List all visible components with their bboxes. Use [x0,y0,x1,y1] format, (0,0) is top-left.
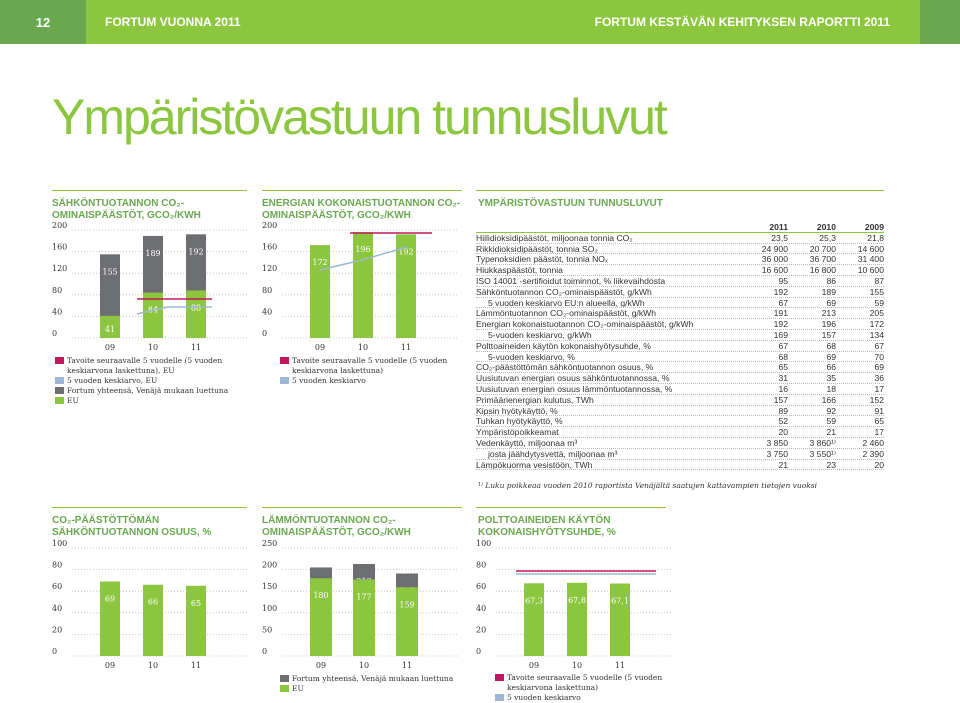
table-row [476,244,884,255]
table-row [476,460,884,471]
header-corner-block [920,0,960,44]
y-tick-label: 20 [476,625,487,635]
legend-swatch [55,397,64,404]
table-cell: 189 [821,286,836,297]
data-label: 84 [147,305,159,315]
table-cell: 95 [778,275,788,286]
header-left-text: FORTUM VUONNA 2011 [105,15,241,29]
table-cell: 65 [778,362,788,373]
legend-swatch [55,377,64,384]
y-tick-label: 0 [52,329,58,338]
table-row [476,276,884,287]
data-label: 177 [356,592,372,602]
chart2-legend [280,356,460,386]
table-cell: 20 [874,459,884,470]
table-cell: 67 [778,297,788,308]
bar [143,585,163,656]
chart1-legend [55,356,235,406]
chart3-rule [52,507,247,508]
x-tick-label: 10 [147,343,159,352]
legend-swatch [55,357,64,364]
table-cell: 21,8 [867,232,884,243]
table-cell: 69 [874,362,884,373]
data-label: 88 [190,303,202,313]
y-tick-label: 50 [262,625,273,635]
table-cell: 155 [869,286,884,297]
table-row-label: Energian kokonaistuotannon CO₂-ominaispäästöt, g/kWh [476,319,694,329]
table-row-label: Lämpökuorma vesistöön, TWh [476,459,593,470]
chart4-legend [280,674,460,694]
legend-item [495,673,665,693]
data-label: 192 [188,247,204,257]
table-row [476,362,884,373]
table-cell: 59 [874,297,884,308]
data-label: 67,8 [568,595,586,605]
y-tick-label: 250 [262,539,278,548]
table-row-label: Kipsin hyötykäyttö, % [476,405,558,416]
table-cell: 89 [778,405,788,416]
x-tick-label: 09 [528,661,540,670]
table-row [476,287,884,298]
table-cell: 152 [869,394,884,405]
table-cell: 68 [826,340,836,351]
y-tick-label: 100 [476,539,492,548]
data-label: 155 [102,267,118,277]
x-tick-label: 09 [104,343,116,352]
table-cell: 36 000 [761,254,788,265]
table-row [476,416,884,427]
x-tick-label: 09 [315,661,327,670]
chart1-rule [52,190,247,191]
y-tick-label: 80 [52,285,63,295]
table-cell: 3 860¹⁾ [809,437,836,448]
table-cell: 17 [874,427,884,438]
y-tick-label: 20 [52,625,63,635]
table-cell: 23,5 [771,232,788,243]
data-label: 159 [399,600,415,610]
x-tick-label: 10 [571,661,583,670]
bar [310,578,332,656]
y-tick-label: 120 [52,264,68,274]
table-row [476,298,884,309]
legend-swatch [495,694,504,701]
table-row [476,254,884,265]
table-row [476,395,884,406]
table-cell: 157 [773,394,788,405]
chart3-title: CO₂-PÄÄSTÖTTÖMÄN SÄHKÖNTUOTANNON OSUUS, % [52,515,212,538]
table-cell: 91 [874,405,884,416]
y-tick-label: 200 [262,560,278,570]
table-cell: 14 600 [857,243,884,254]
y-tick-label: 0 [476,647,482,656]
legend-swatch [280,377,289,384]
legend-label: 5 vuoden keskiarvo, EU [67,376,158,385]
x-tick-label: 11 [400,343,412,352]
table-row-label: Rikkidioksidipäästöt, tonnia SO₂ [476,243,598,254]
table-cell: 20 700 [809,243,836,254]
table-cell: 35 [826,373,836,384]
legend-label: 5 vuoden keskiarvo [507,693,581,702]
chart1-title: SÄHKÖNTUOTANNON CO₂-OMINAISPÄÄSTÖT, GCO₂/KWH [52,198,201,221]
table-row-label: Primäärienergian kulutus, TWh [476,394,594,405]
legend-swatch [495,674,504,681]
legend-item [55,376,235,386]
table-row [476,265,884,276]
table-cell: 16 [778,383,788,394]
legend-label: Tavoite seuraavalle 5 vuodelle (5 vuoden keskiarvona laskettuna) [507,673,663,692]
legend-item [55,396,235,406]
chart1-svg [52,222,252,357]
y-tick-label: 150 [262,582,278,592]
table-header-row [476,222,884,233]
table-row [476,427,884,438]
bar [396,587,418,656]
table-row-label: Sähköntuotannon CO₂-ominaispäästöt, g/kWh [476,286,652,297]
y-tick-label: 80 [52,560,63,570]
table-cell: 166 [821,394,836,405]
chart2-title: ENERGIAN KOKONAISTUOTANNON CO₂-OMINAISPÄÄSTÖT, GCO₂/KWH [262,198,461,221]
legend-item [55,356,235,376]
table-row-label: Hiukkaspäästöt, tonnia [476,265,563,275]
y-tick-label: 100 [52,539,68,548]
data-label: 192 [398,247,414,257]
table-cell: 2 460 [862,437,884,448]
legend-label: Tavoite seuraavalle 5 vuodelle (5 vuoden keskiarvona laskettuna) [292,356,448,375]
table-cell: 192 [773,286,788,297]
legend-label: Fortum yhteensä, Venäjä mukaan luettuna [292,674,454,683]
chart5-title: POLTTOAINEIDEN KÄYTÖN KOKONAISHYÖTYSUHDE, % [478,515,616,538]
table-header-2011: 2011 [769,222,788,232]
data-label: 172 [312,258,328,268]
bar [353,580,375,656]
y-tick-label: 160 [52,242,68,252]
x-tick-label: 11 [190,343,202,352]
table-row-label: Vedenkäyttö, miljoonaa m³ [476,437,578,448]
table-cell: 59 [826,416,836,427]
y-tick-label: 40 [262,307,273,317]
data-label: 196 [355,245,371,255]
table-row [476,352,884,363]
legend-swatch [55,387,64,394]
table-cell: 20 [778,427,788,438]
table-cell: 134 [869,329,884,340]
table-cell: 172 [869,319,884,330]
y-tick-label: 60 [476,582,487,592]
table-footnote: ¹⁾ Luku poikkeaa vuoden 2010 raportista Venäjältä saatujen kattavampien tietojen vuoksi [478,481,818,490]
table-row-label: Ympäristöpoikkeamat [476,427,559,437]
table-cell: 67 [874,340,884,351]
table-row-label: Tuhkan hyötykäyttö, % [476,416,563,427]
table-header-2010: 2010 [816,222,836,232]
table-row-label: josta jäähdytysvettä, miljoonaa m³ [488,448,618,459]
chart5-svg [476,540,676,675]
data-label: 67,3 [525,596,543,606]
table-row-label: 5-vuoden keskiarvo, g/kWh [488,329,592,340]
x-tick-label: 11 [190,661,202,670]
table-cell: 196 [821,319,836,330]
legend-item [280,356,460,376]
bar [524,583,544,656]
bar [610,584,630,656]
table-cell: 69 [826,297,836,308]
legend-item [280,674,460,684]
table-row-label: Hiilidioksidipäästöt, miljoonaa tonnia CO₂ [476,232,633,243]
legend-label: EU [292,684,304,693]
legend-label: 5 vuoden keskiarvo [292,376,366,385]
y-tick-label: 60 [52,582,63,592]
table-row [476,233,884,244]
bar [186,586,206,656]
chart4-title: LÄMMÖNTUOTANNON CO₂-OMINAISPÄÄSTÖT, GCO₂/KWH [262,515,411,538]
table-cell: 192 [773,319,788,330]
x-tick-label: 10 [358,661,370,670]
table-cell: 87 [874,275,884,286]
table-row-label: ISO 14001 -sertifioidut toiminnot, % liikevaihdosta [476,275,666,286]
table-cell: 21 [826,427,836,438]
table-header-label [476,222,740,232]
legend-label: Fortum yhteensä, Venäjä mukaan luettuna [67,386,229,395]
legend-item [495,693,665,703]
x-tick-label: 11 [401,661,413,670]
header-right-text: FORTUM KESTÄVÄN KEHITYKSEN RAPORTTI 2011 [594,15,890,29]
table-cell: 205 [869,308,884,319]
table-cell: 36 700 [809,254,836,265]
table-cell: 25,3 [819,232,836,243]
table-cell: 86 [826,275,836,286]
page-title: Ympäristövastuun tunnusluvut [52,89,666,145]
indicator-table [476,222,884,470]
x-tick-label: 09 [314,343,326,352]
table-cell: 52 [778,416,788,427]
table-cell: 3 750 [766,448,788,459]
chart2-rule [262,190,462,191]
table-row-label: Uusiutuvan energian osuus lämmöntuotannossa, % [476,383,673,394]
bar [567,583,587,656]
table-row [476,319,884,330]
chart2-svg [262,222,462,357]
table-cell: 66 [826,362,836,373]
table-cell: 65 [874,416,884,427]
table-cell: 16 600 [761,265,788,276]
bar [186,290,206,338]
table-cell: 10 600 [857,265,884,276]
y-tick-label: 40 [52,603,63,613]
y-tick-label: 80 [476,560,487,570]
y-tick-label: 200 [52,221,68,230]
table-cell: 68 [778,351,788,362]
table-row [476,406,884,417]
y-tick-label: 40 [476,603,487,613]
y-tick-label: 0 [262,329,268,338]
table-row-label: Lämmöntuotannon CO₂-ominaispäästöt, g/kWh [476,308,657,319]
table-row [476,438,884,449]
table-row-label: Polttoaineiden käytön kokonaishyötysuhde, % [476,340,651,351]
data-label: 67,1 [611,596,629,606]
legend-swatch [280,675,289,682]
table-cell: 2 390 [862,448,884,459]
table-row-label: Typenoksidien päästöt, tonnia NOₓ [476,254,608,265]
legend-label: Tavoite seuraavalle 5 vuodelle (5 vuoden keskiarvona laskettuna), EU [67,356,223,375]
y-tick-label: 0 [52,647,58,656]
table-row [476,449,884,460]
page-number: 12 [0,0,86,44]
y-tick-label: 100 [262,603,278,613]
table-rule [476,190,884,191]
table-cell: 157 [821,329,836,340]
chart4-svg [262,540,462,675]
page-header [0,0,960,44]
table-row [476,384,884,395]
legend-item [55,386,235,396]
legend-label: EU [67,396,79,405]
table-row-label: 5 vuoden keskiarvo EU:n alueella, g/kWh [488,297,645,308]
data-label: 41 [104,325,116,334]
table-cell: 169 [773,329,788,340]
table-row-label: Uusiutuvan energian osuus sähköntuotannossa, % [476,373,670,383]
table-cell: 24 900 [761,243,788,254]
y-tick-label: 120 [262,264,278,274]
table-row [476,308,884,319]
table-cell: 17 [874,383,884,394]
table-cell: 31 400 [857,254,884,265]
x-tick-label: 11 [614,661,626,670]
table-cell: 31 [778,373,788,384]
table-row [476,330,884,341]
y-tick-label: 40 [52,307,63,317]
x-tick-label: 10 [147,661,159,670]
table-cell: 3 550¹⁾ [809,448,836,459]
table-cell: 21 [778,459,788,470]
table-cell: 67 [778,340,788,351]
table-row [476,341,884,352]
x-tick-label: 09 [104,661,116,670]
data-label: 66 [147,597,159,607]
table-title: YMPÄRISTÖVASTUUN TUNNUSLUVUT [478,198,663,209]
legend-swatch [280,357,289,364]
y-tick-label: 200 [262,221,278,230]
legend-swatch [280,685,289,692]
table-cell: 16 800 [809,265,836,276]
table-cell: 191 [773,308,788,319]
data-label: 180 [313,591,329,601]
table-cell: 23 [826,459,836,470]
table-row-label: 5-vuoden keskiarvo, % [488,351,575,362]
table-cell: 213 [821,308,836,319]
bar [100,581,120,656]
table-header-2009: 2009 [864,222,884,232]
data-label: 65 [190,598,202,608]
table-row [476,373,884,384]
data-label: 69 [104,594,116,604]
legend-item [280,376,460,386]
table-cell: 36 [874,373,884,384]
data-label: 189 [145,248,161,258]
y-tick-label: 160 [262,242,278,252]
chart4-rule [262,507,462,508]
table-cell: 70 [874,351,884,362]
x-tick-label: 10 [357,343,369,352]
table-row-label: CO₂-päästöttömän sähköntuotannon osuus, % [476,362,654,373]
table-cell: 92 [826,405,836,416]
y-tick-label: 0 [262,647,268,656]
legend-item [280,684,460,694]
table-cell: 3 850 [766,437,788,448]
table-cell: 69 [826,351,836,362]
chart3-svg [52,540,252,675]
y-tick-label: 80 [262,285,273,295]
table-cell: 18 [826,383,836,394]
chart5-rule [476,507,666,508]
